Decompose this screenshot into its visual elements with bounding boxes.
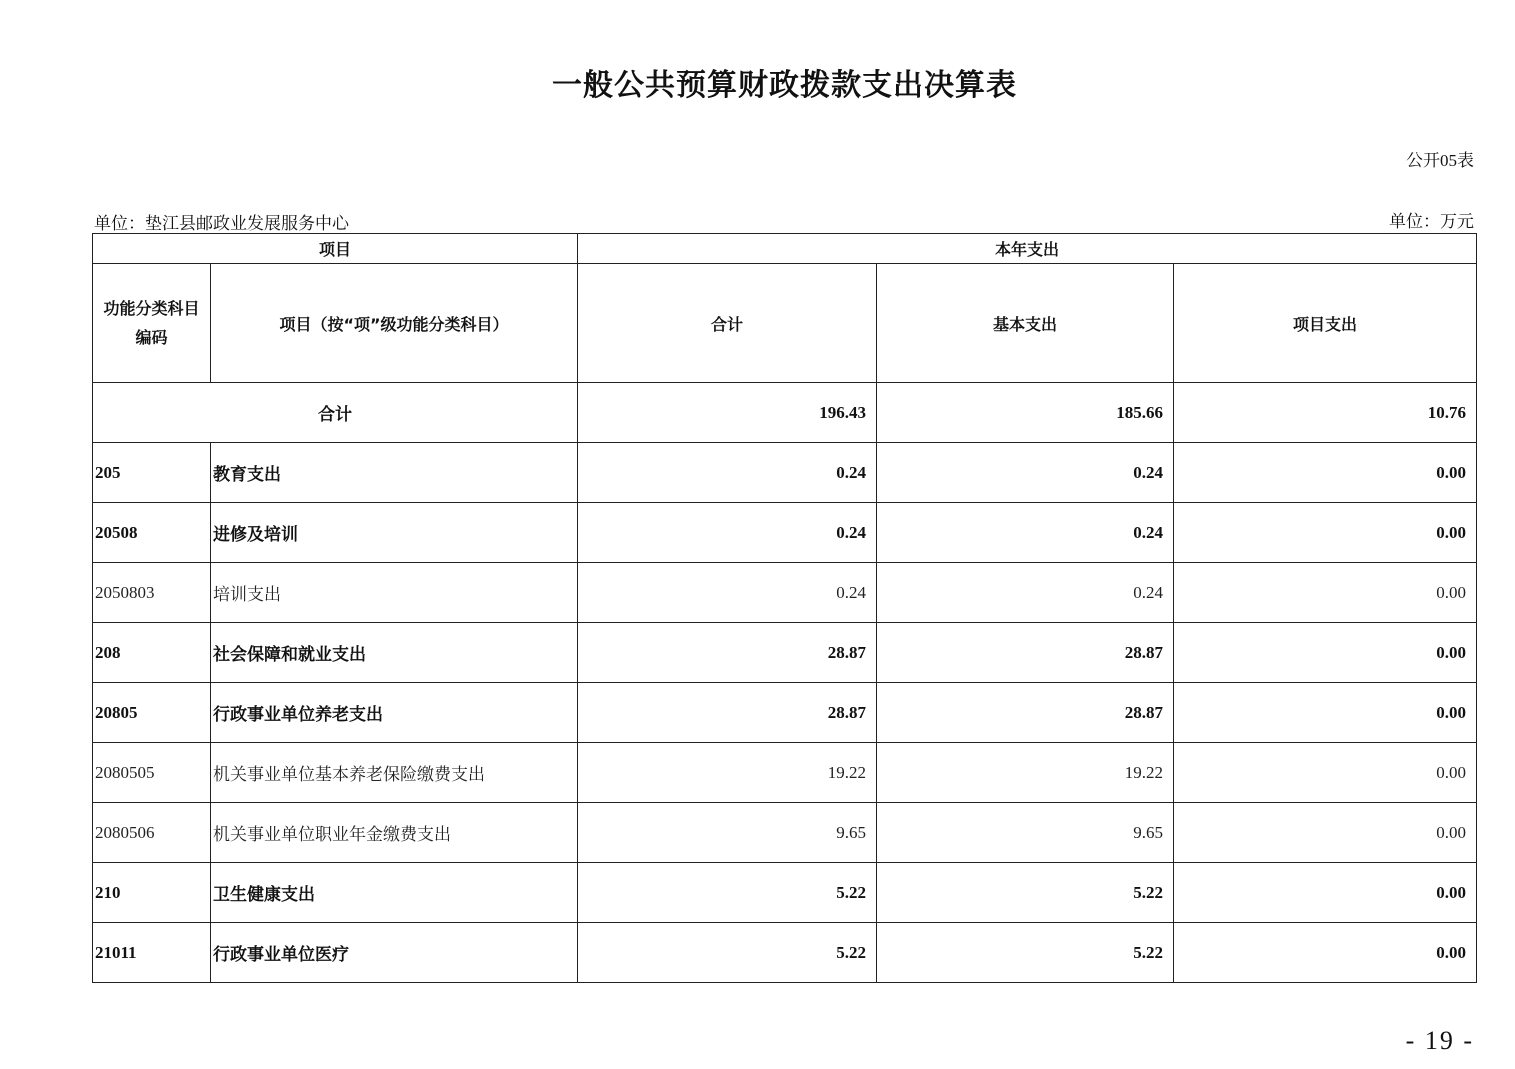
total-total: 196.43 xyxy=(578,383,877,443)
row-name: 行政事业单位医疗 xyxy=(211,923,578,983)
row-total: 9.65 xyxy=(578,803,877,863)
table-row xyxy=(93,563,1477,623)
row-code: 20805 xyxy=(93,683,211,743)
page-number: - 19 - xyxy=(1405,1026,1474,1055)
table-row xyxy=(93,923,1477,983)
currency-unit: 单位：万元 xyxy=(1389,212,1474,231)
row-project: 0.00 xyxy=(1174,923,1477,983)
header-project: 项目 xyxy=(93,234,578,264)
row-name: 卫生健康支出 xyxy=(211,863,578,923)
row-project: 0.00 xyxy=(1174,863,1477,923)
row-basic: 5.22 xyxy=(877,863,1174,923)
row-basic: 9.65 xyxy=(877,803,1174,863)
row-code: 20508 xyxy=(93,503,211,563)
form-number: 公开05表 xyxy=(1406,151,1474,170)
row-code: 208 xyxy=(93,623,211,683)
row-basic: 28.87 xyxy=(877,623,1174,683)
row-project: 0.00 xyxy=(1174,743,1477,803)
table-row xyxy=(93,443,1477,503)
row-project: 0.00 xyxy=(1174,443,1477,503)
row-basic: 5.22 xyxy=(877,923,1174,983)
header-basic: 基本支出 xyxy=(877,264,1174,383)
row-basic: 0.24 xyxy=(877,443,1174,503)
header-project-exp: 项目支出 xyxy=(1174,264,1477,383)
row-basic: 28.87 xyxy=(877,683,1174,743)
row-project: 0.00 xyxy=(1174,563,1477,623)
row-total: 28.87 xyxy=(578,683,877,743)
row-project: 0.00 xyxy=(1174,623,1477,683)
row-basic: 0.24 xyxy=(877,503,1174,563)
row-code: 21011 xyxy=(93,923,211,983)
header-code: 功能分类科目编码 xyxy=(93,264,211,383)
table-row xyxy=(93,683,1477,743)
row-code: 2080505 xyxy=(93,743,211,803)
unit-name: 单位：垫江县邮政业发展服务中心 xyxy=(94,214,349,233)
total-row xyxy=(93,383,1477,443)
row-name: 进修及培训 xyxy=(211,503,578,563)
table-row xyxy=(93,623,1477,683)
header-row-2 xyxy=(93,264,1477,383)
row-project: 0.00 xyxy=(1174,683,1477,743)
header-name: 项目（按“项”级功能分类科目） xyxy=(211,264,578,383)
table-row xyxy=(93,503,1477,563)
row-total: 5.22 xyxy=(578,863,877,923)
row-basic: 0.24 xyxy=(877,563,1174,623)
header-year-expenditure: 本年支出 xyxy=(578,234,1477,264)
row-name: 培训支出 xyxy=(211,563,578,623)
table-row xyxy=(93,863,1477,923)
row-name: 社会保障和就业支出 xyxy=(211,623,578,683)
row-total: 28.87 xyxy=(578,623,877,683)
row-project: 0.00 xyxy=(1174,503,1477,563)
row-total: 5.22 xyxy=(578,923,877,983)
header-total: 合计 xyxy=(578,264,877,383)
row-name: 教育支出 xyxy=(211,443,578,503)
expenditure-table xyxy=(92,233,1477,983)
row-name: 机关事业单位职业年金缴费支出 xyxy=(211,803,578,863)
total-basic: 185.66 xyxy=(877,383,1174,443)
row-total: 0.24 xyxy=(578,503,877,563)
row-name: 机关事业单位基本养老保险缴费支出 xyxy=(211,743,578,803)
total-label: 合计 xyxy=(93,383,578,443)
row-total: 19.22 xyxy=(578,743,877,803)
row-code: 205 xyxy=(93,443,211,503)
row-total: 0.24 xyxy=(578,443,877,503)
row-code: 210 xyxy=(93,863,211,923)
row-total: 0.24 xyxy=(578,563,877,623)
row-code: 2080506 xyxy=(93,803,211,863)
row-code: 2050803 xyxy=(93,563,211,623)
table-row xyxy=(93,743,1477,803)
row-project: 0.00 xyxy=(1174,803,1477,863)
total-project: 10.76 xyxy=(1174,383,1477,443)
row-name: 行政事业单位养老支出 xyxy=(211,683,578,743)
row-basic: 19.22 xyxy=(877,743,1174,803)
header-row-1 xyxy=(93,234,1477,264)
page-title: 一般公共预算财政拨款支出决算表 xyxy=(552,69,1017,102)
table-row xyxy=(93,803,1477,863)
